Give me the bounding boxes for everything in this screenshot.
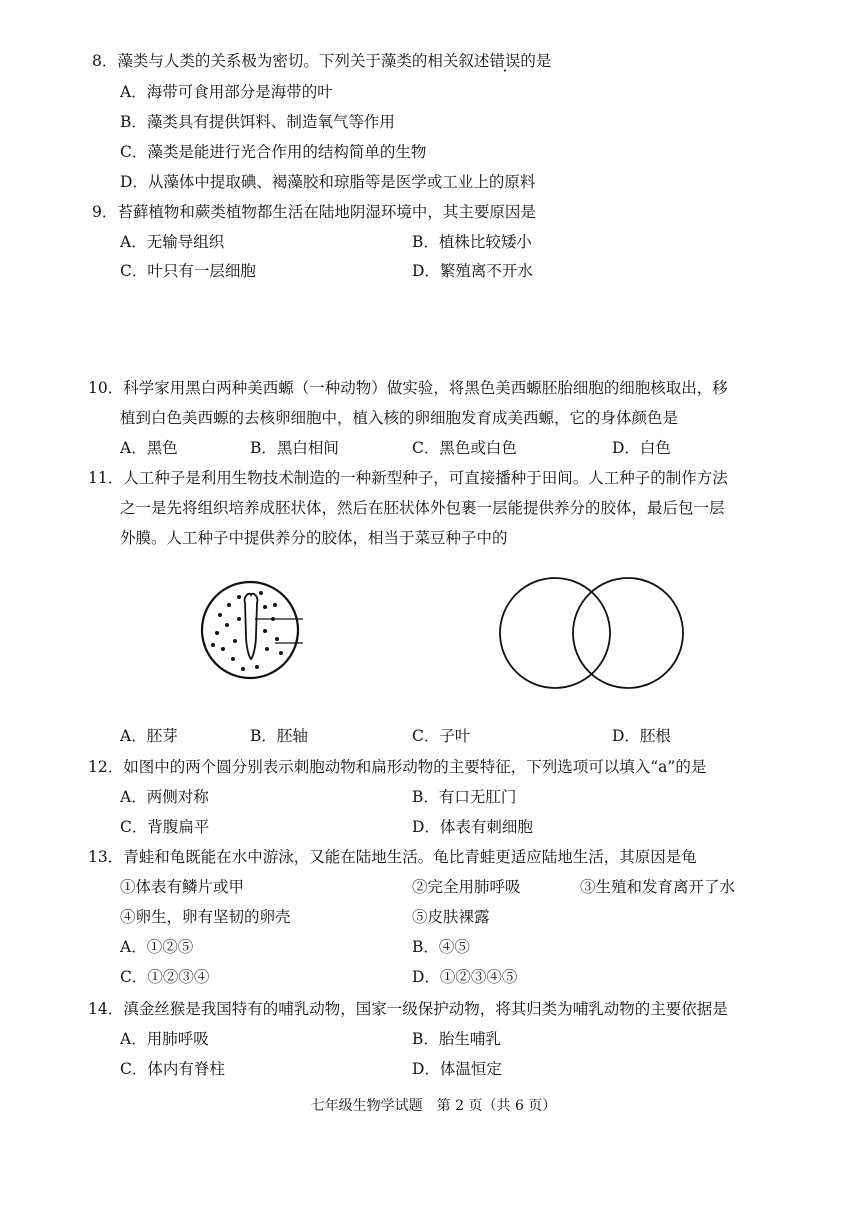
question-11-stem-3: 外膜。人工种子中提供养分的胶体，相当于菜豆种子中的 [120, 529, 508, 547]
q9-option-a: A．无输导组织 [120, 233, 225, 251]
q13-item-3: ③生殖和发育离开了水 [580, 878, 736, 896]
q13-item-5: ⑤皮肤裸露 [412, 908, 490, 926]
q8-option-a: A．海带可食用部分是海带的叶 [120, 83, 333, 101]
q9-option-d: D．繁殖离不开水 [412, 262, 533, 280]
stem-text: 青蛙和龟既能在水中游泳，又能在陆地生活。龟比青蛙更适应陆地生活，其原因是龟 [123, 848, 697, 866]
q10-option-b: B．黑白相间 [250, 439, 339, 457]
question-number: 11． [88, 469, 124, 487]
q14-option-c: C．体内有脊柱 [120, 1060, 225, 1078]
question-8-stem [92, 50, 551, 72]
q8-option-d: D．从藻体中提取碘、褐藻胶和琼脂等是医学或工业上的原料 [120, 173, 536, 191]
q13-item-1: ①体表有鳞片或甲 [120, 878, 245, 896]
q9-option-c: C．叶只有一层细胞 [120, 262, 256, 280]
question-number: 8． [92, 52, 118, 70]
question-number: 12． [88, 758, 124, 776]
q13-item-4: ④卵生，卵有坚韧的卵壳 [120, 908, 291, 926]
question-12-stem [88, 756, 706, 778]
q13-option-d: D．①②③④⑤ [412, 968, 518, 986]
question-number: 13． [88, 848, 124, 866]
question-14-stem [88, 998, 728, 1020]
emphasized-word: 错误 [489, 52, 521, 70]
q13-option-c: C．①②③④ [120, 968, 210, 986]
question-10-stem-1 [88, 377, 728, 399]
figure-11-artificial-seed [195, 575, 375, 695]
figure-12-venn-diagram [490, 577, 690, 697]
stem-text: 科学家用黑白两种美西螈（一种动物）做实验，将黑色美西螈胚胎细胞的细胞核取出，移 [123, 379, 728, 397]
gel-dots [211, 591, 283, 671]
question-number: 10． [88, 379, 124, 397]
stem-text: 滇金丝猴是我国特有的哺乳动物，国家一级保护动物，将其归类为哺乳动物的主要依据是 [123, 1000, 728, 1018]
q14-option-b: B．胎生哺乳 [412, 1030, 501, 1048]
q11-option-b: B．胚轴 [250, 727, 308, 745]
question-13-stem [88, 846, 697, 868]
q12-option-d: D．体表有刺细胞 [412, 818, 533, 836]
stem-text: 藻类与人类的关系极为密切。下列关于藻类的相关叙述 [117, 52, 490, 70]
q10-option-d: D．白色 [612, 439, 671, 457]
stem-text: 如图中的两个圆分别表示刺胞动物和扁形动物的主要特征，下列选项可以填入“a”的是 [123, 758, 707, 776]
stem-text: 的是 [520, 52, 552, 70]
stem-text: 苔藓植物和蕨类植物都生活在陆地阴湿环境中，其主要原因是 [117, 203, 536, 221]
q11-option-c: C．子叶 [412, 727, 471, 745]
q11-option-d: D．胚根 [612, 727, 671, 745]
question-number: 14． [88, 1000, 124, 1018]
q12-option-c: C．背腹扁平 [120, 818, 210, 836]
q8-option-b: B．藻类具有提供饵料、制造氧气等作用 [120, 113, 395, 131]
stem-text: 人工种子是利用生物技术制造的一种新型种子，可直接播种于田间。人工种子的制作方法 [123, 469, 728, 487]
q12-option-a: A．两侧对称 [120, 788, 209, 806]
q14-option-d: D．体温恒定 [412, 1060, 502, 1078]
page-footer: 七年级生物学试题 第 2 页（共 6 页） [310, 1098, 557, 1114]
question-10-stem-2: 植到白色美西螈的去核卵细胞中，植入核的卵细胞发育成美西螈，它的身体颜色是 [120, 409, 679, 427]
question-9-stem [92, 201, 536, 223]
question-number: 9． [92, 203, 118, 221]
venn-circle-left [500, 578, 610, 688]
embryoid-shape [245, 594, 258, 659]
q10-option-a: A．黑色 [120, 439, 178, 457]
venn-circle-right [573, 578, 683, 688]
q13-item-2: ②完全用肺呼吸 [412, 878, 521, 896]
q13-option-b: B．④⑤ [412, 938, 470, 956]
question-11-stem-2: 之一是先将组织培养成胚状体，然后在胚状体外包裹一层能提供养分的胶体，最后包一层 [120, 499, 725, 517]
outer-membrane [202, 582, 298, 678]
q12-option-b: B．有口无肛门 [412, 788, 517, 806]
q11-option-a: A．胚芽 [120, 727, 178, 745]
q8-option-c: C．藻类是能进行光合作用的结构简单的生物 [120, 143, 427, 161]
q14-option-a: A．用肺呼吸 [120, 1030, 209, 1048]
q10-option-c: C．黑色或白色 [412, 439, 517, 457]
q13-option-a: A．①②⑤ [120, 938, 194, 956]
question-11-stem-1 [88, 467, 728, 489]
q9-option-b: B．植株比较矮小 [412, 233, 532, 251]
